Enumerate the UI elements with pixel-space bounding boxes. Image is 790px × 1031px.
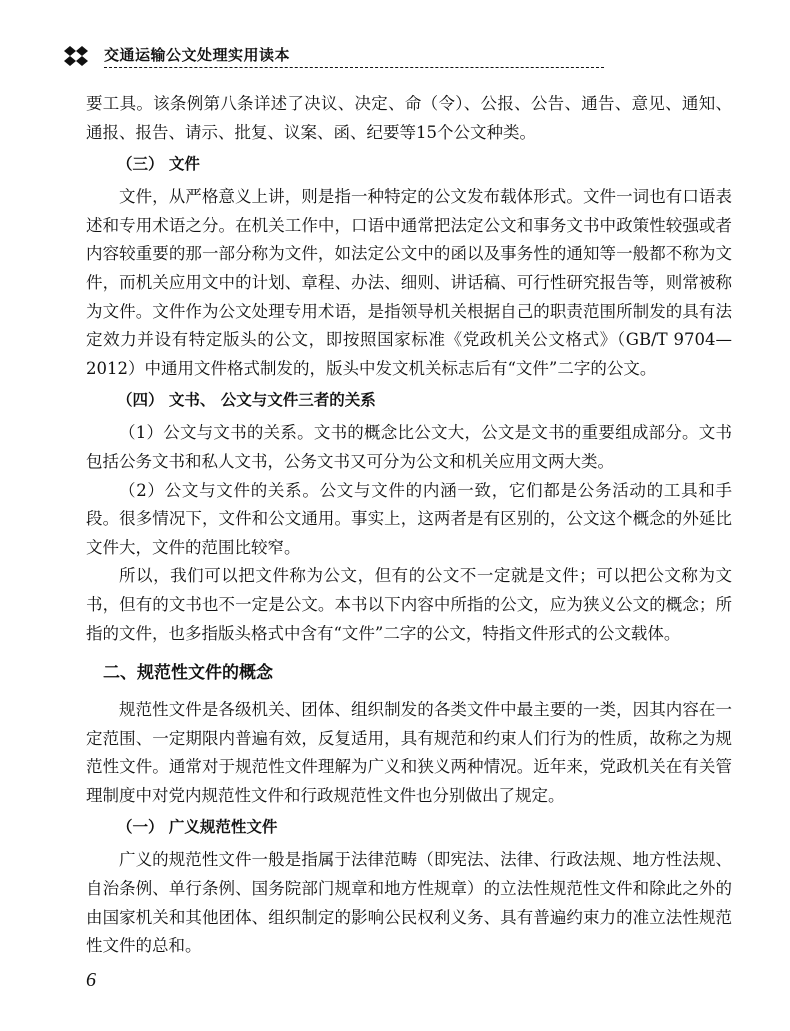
paragraph-document-definition: 文件，从严格意义上讲，则是指一种特定的公文发布载体形式。文件一词也有口语表述和专用术语之分。在机关工作中，口语中通常把法定公文和事务文书中政策性较强或者内容较重要的那一部分称为文件，如法定公文中的函以及事务性的通知等一般都不称为文件，而机关应用文中的计划、章程、办法、细则、讲话稿、可行性研究报告等，则常被称为文件。文件作为公文处理专用术语，是指领导机关根据自己的职责范围所制发的具有法定效力并设有特定版头的公文，即按照国家标准《党政机关公文格式》（GB/T 9704—2012）中通用文件格式制发的，版头中发文机关标志后有“文件”二字的公文。 bbox=[86, 187, 732, 378]
heading-normative-documents: 二、规范性文件的概念 bbox=[103, 663, 273, 684]
page-number: 6 bbox=[86, 969, 96, 991]
four-diamonds-icon bbox=[62, 46, 96, 66]
heading-section-3: （三） 文件 bbox=[117, 155, 200, 174]
paragraph-relation-1: （1）公文与文书的关系。文书的概念比公文大，公文是文书的重要组成部分。文书包括公务文书和私人文书，公务文书又可分为公文和机关应用文两大类。 bbox=[86, 423, 732, 471]
header-divider bbox=[104, 67, 604, 68]
paragraph-relation-2: （2）公文与文件的关系。公文与文件的内涵一致，它们都是公务活动的工具和手段。很多情况下，文件和公文通用。事实上，这两者是有区别的，公文这个概念的外延比文件大，文件的范围比较窄。 bbox=[86, 480, 732, 557]
paragraph-continued: 要工具。该条例第八条详述了决议、决定、命（令）、公报、公告、通告、意见、通知、通报、报告、请示、批复、议案、函、纪要等15个公文种类。 bbox=[86, 94, 732, 142]
paragraph-conclusion: 所以，我们可以把文件称为公文，但有的公文不一定就是文件；可以把公文称为文书，但有的文书也不一定是公文。本书以下内容中所指的公文，应为狭义公文的概念；所指的文件，也多指版头格式中含有“文件”二字的公文，特指文件形式的公文载体。 bbox=[86, 566, 732, 643]
heading-section-4: （四） 文书、 公文与文件三者的关系 bbox=[117, 391, 376, 410]
paragraph-normative-intro: 规范性文件是各级机关、团体、组织制发的各类文件中最主要的一类，因其内容在一定范围、一定期限内普遍有效，反复适用，具有规范和约束人们行为的性质，故称之为规范性文件。通常对于规范性文件理解为广义和狭义两种情况。近年来，党政机关在有关管理制度中对党内规范性文件和行政规范性文件也分别做出了规定。 bbox=[86, 700, 732, 805]
page-body bbox=[86, 90, 732, 961]
paragraph-broad-normative: 广义的规范性文件一般是指属于法律范畴（即宪法、法律、行政法规、地方性法规、自治条例、单行条例、国务院部门规章和地方性规章）的立法性规范性文件和除此之外的由国家机关和其他团体、组织制定的影响公民权利义务、具有普遍约束力的准立法性规范性文件的总和。 bbox=[86, 850, 732, 956]
heading-broad-normative: （一） 广义规范性文件 bbox=[117, 818, 278, 837]
book-title: 交通运输公文处理实用读本 bbox=[104, 46, 291, 64]
running-header bbox=[62, 44, 542, 70]
